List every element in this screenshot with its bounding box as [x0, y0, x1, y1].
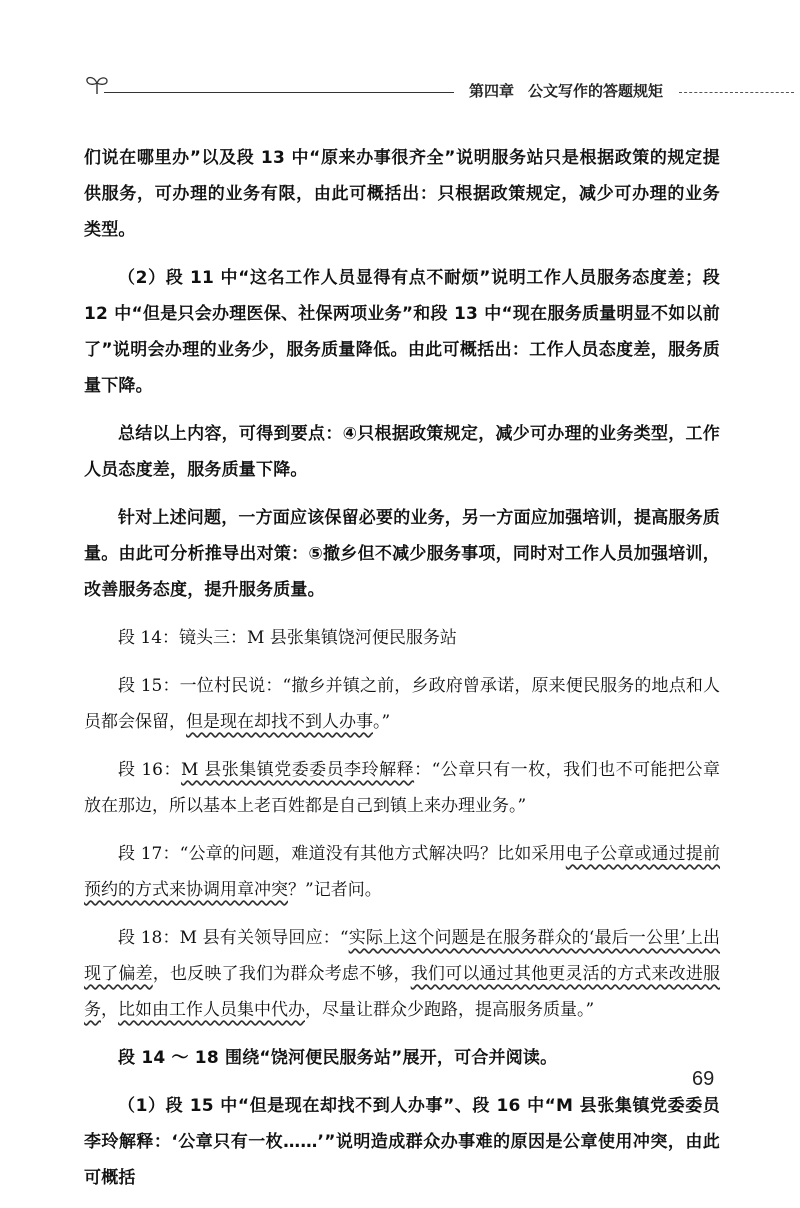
text-run: ？”记者问。 [288, 880, 382, 900]
paragraph: （1）段 15 中“但是现在却找不到人办事”、段 16 中“M 县张集镇党委委员李玲解释：‘公章只有一枚……’”说明造成群众办事难的原因是公章使用冲突，由此可概括 [84, 1096, 720, 1188]
chapter-title: 公文写作的答题规矩 [528, 82, 664, 100]
text-run: 段 18：M 县有关领导回应：“ [118, 928, 349, 948]
paragraph: 们说在哪里办”以及段 13 中“原来办事很齐全”说明服务站只是根据政策的规定提供服务，可办理的业务有限，由此可概括出：只根据政策规定，减少可办理的业务类型。 [84, 148, 720, 240]
header-rule-right [679, 92, 794, 93]
quote-paragraph [84, 752, 720, 824]
text-run: ， [101, 1000, 118, 1020]
text-run: 段 16： [118, 760, 181, 780]
underlined-text: M 县张集镇党委委员李玲解释 [180, 760, 415, 780]
header-title-group [469, 80, 677, 101]
page-body [84, 140, 720, 1208]
text-run: 段 17：“公章的问题，难道没有其他方式解决吗？比如采用 [118, 844, 566, 864]
text-run: 。” [373, 712, 391, 732]
page-number: 69 [692, 1068, 715, 1090]
paragraph: 段 14：镜头三：M 县张集镇饶河便民服务站 [118, 628, 457, 648]
text-run: 段 15：一位村民说：“撤乡并镇之前，乡政府曾承诺，原来便民服务的地点和人员都会保留， [84, 676, 720, 732]
text-run: ，尽量让群众少跑路，提高服务质量。” [305, 1000, 595, 1020]
paragraph: 段 14 ～ 18 围绕“饶河便民服务站”展开，可合并阅读。 [118, 1048, 558, 1068]
chapter-label: 第四章 [469, 82, 515, 100]
quote-paragraph [84, 668, 720, 740]
text-run: ：“公章只有一枚，我们也不可能把公章放在那边，所以基本上老百姓都是自己到镇上来办理业务。” [84, 760, 721, 816]
underlined-text: 实际上这个问题是在服务群众的‘最后一公里’上出现了偏差 [84, 928, 720, 984]
paragraph: 针对上述问题，一方面应该保留必要的业务，另一方面应加强培训，提高服务质量。由此可分析推导出对策：⑤撤乡但不减少服务事项，同时对工作人员加强培训，改善服务态度，提升服务质量。 [84, 508, 720, 600]
header-rule [104, 92, 454, 93]
sprout-icon [84, 72, 110, 98]
paragraph: 总结以上内容，可得到要点：④只根据政策规定，减少可办理的业务类型，工作人员态度差，服务质量下降。 [84, 424, 720, 480]
text-run: ，也反映了我们为群众考虑不够， [152, 964, 411, 984]
page-header [84, 72, 794, 102]
quote-paragraph [84, 836, 720, 908]
paragraph: （2）段 11 中“这名工作人员显得有点不耐烦”说明工作人员服务态度差；段 12 中“但是只会办理医保、社保两项业务”和段 13 中“现在服务质量明显不如以前了”说明会办理的业务少，服务质量降低。由此可概括出：工作人员态度差，服务质量下降。 [84, 268, 720, 396]
underlined-text: 我们可以通过其他更灵活的方式来改进服务 [84, 964, 721, 1020]
quote-paragraph [84, 920, 720, 1028]
underlined-text: 但是现在却找不到人办事 [186, 712, 373, 732]
underlined-text: 比如由工作人员集中代办 [118, 1000, 305, 1020]
underlined-text: 电子公章或通过提前预约的方式来协调用章冲突 [84, 844, 721, 900]
